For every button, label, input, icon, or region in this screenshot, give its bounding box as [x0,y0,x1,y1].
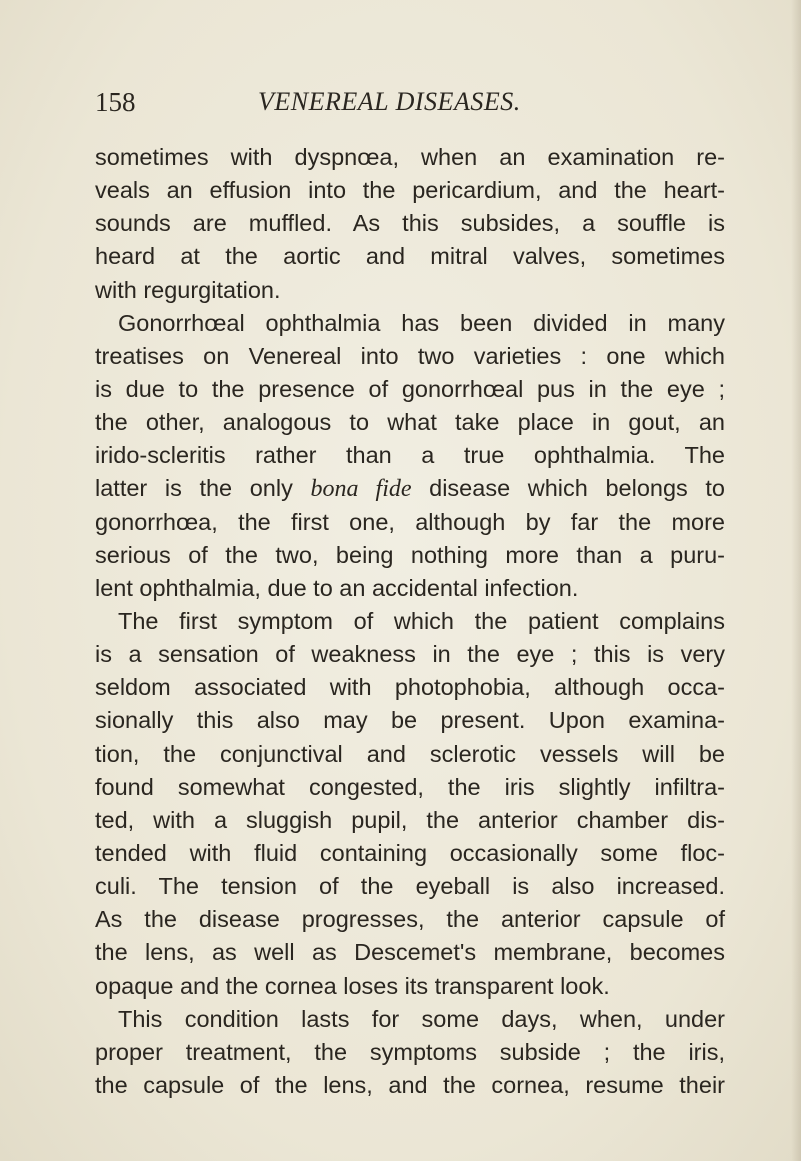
text-line: ted, with a sluggish pupil, the anterior chamber dis- [95,806,725,833]
page-edge-shadow [791,0,801,1161]
running-title: VENEREAL DISEASES. [258,87,521,116]
body-text [95,141,725,1102]
italic-phrase: bona fide [310,476,412,503]
text-line: sometimes with dyspnœa, when an examination re- [95,144,725,170]
text-line: the lens, as well as Descemet's membrane, becomes [95,939,725,966]
text-line: lent ophthalmia, due to an accidental infection. [95,574,579,601]
text-line: serious of the two, being nothing more than a puru- [95,541,725,568]
text-line: tion, the conjunctival and sclerotic vessels will be [95,740,725,767]
text-line: This condition lasts for some days, when, under [118,1005,725,1032]
text-line: veals an effusion into the pericardium, and the heart- [95,177,725,204]
page-number: 158 [95,87,136,117]
text-line: seldom associated with photophobia, although occa- [95,674,725,701]
text-line: Gonorrhœal ophthalmia has been divided in many [118,309,725,336]
line-text-before: latter is the only [95,475,311,502]
text-line: opaque and the cornea loses its transparent look. [95,972,610,999]
text-line: with regurgitation. [95,276,281,303]
text-line: heard at the aortic and mitral valves, sometimes [95,243,725,270]
text-line: the other, analogous to what take place in gout, an [95,409,725,436]
text-line: irido-scleritis rather than a true ophthalmia. The [95,442,725,469]
text-line: sounds are muffled. As this subsides, a souffle is [95,210,725,237]
text-line: proper treatment, the symptoms subside ; the iris, [95,1038,725,1065]
text-line-with-italic [95,472,725,505]
text-line: found somewhat congested, the iris slightly infiltra- [95,773,725,800]
text-line: is a sensation of weakness in the eye ; this is very [95,641,725,668]
text-line: sionally this also may be present. Upon examina- [95,707,725,734]
text-line: As the disease progresses, the anterior capsule of [95,906,725,933]
text-line: culi. The tension of the eyeball is also increased. [95,873,725,900]
text-line: the capsule of the lens, and the cornea, resume their [95,1071,725,1098]
text-line: gonorrhœa, the first one, although by far the more [95,508,725,535]
text-line: tended with fluid containing occasionally some floc- [95,839,725,866]
page-header [95,82,715,122]
text-line: The first symptom of which the patient complains [118,607,725,634]
text-line: is due to the presence of gonorrhœal pus in the eye ; [95,375,725,402]
line-text-after: disease which belongs to [411,475,725,502]
text-line: treatises on Venereal into two varieties : one which [95,342,725,369]
